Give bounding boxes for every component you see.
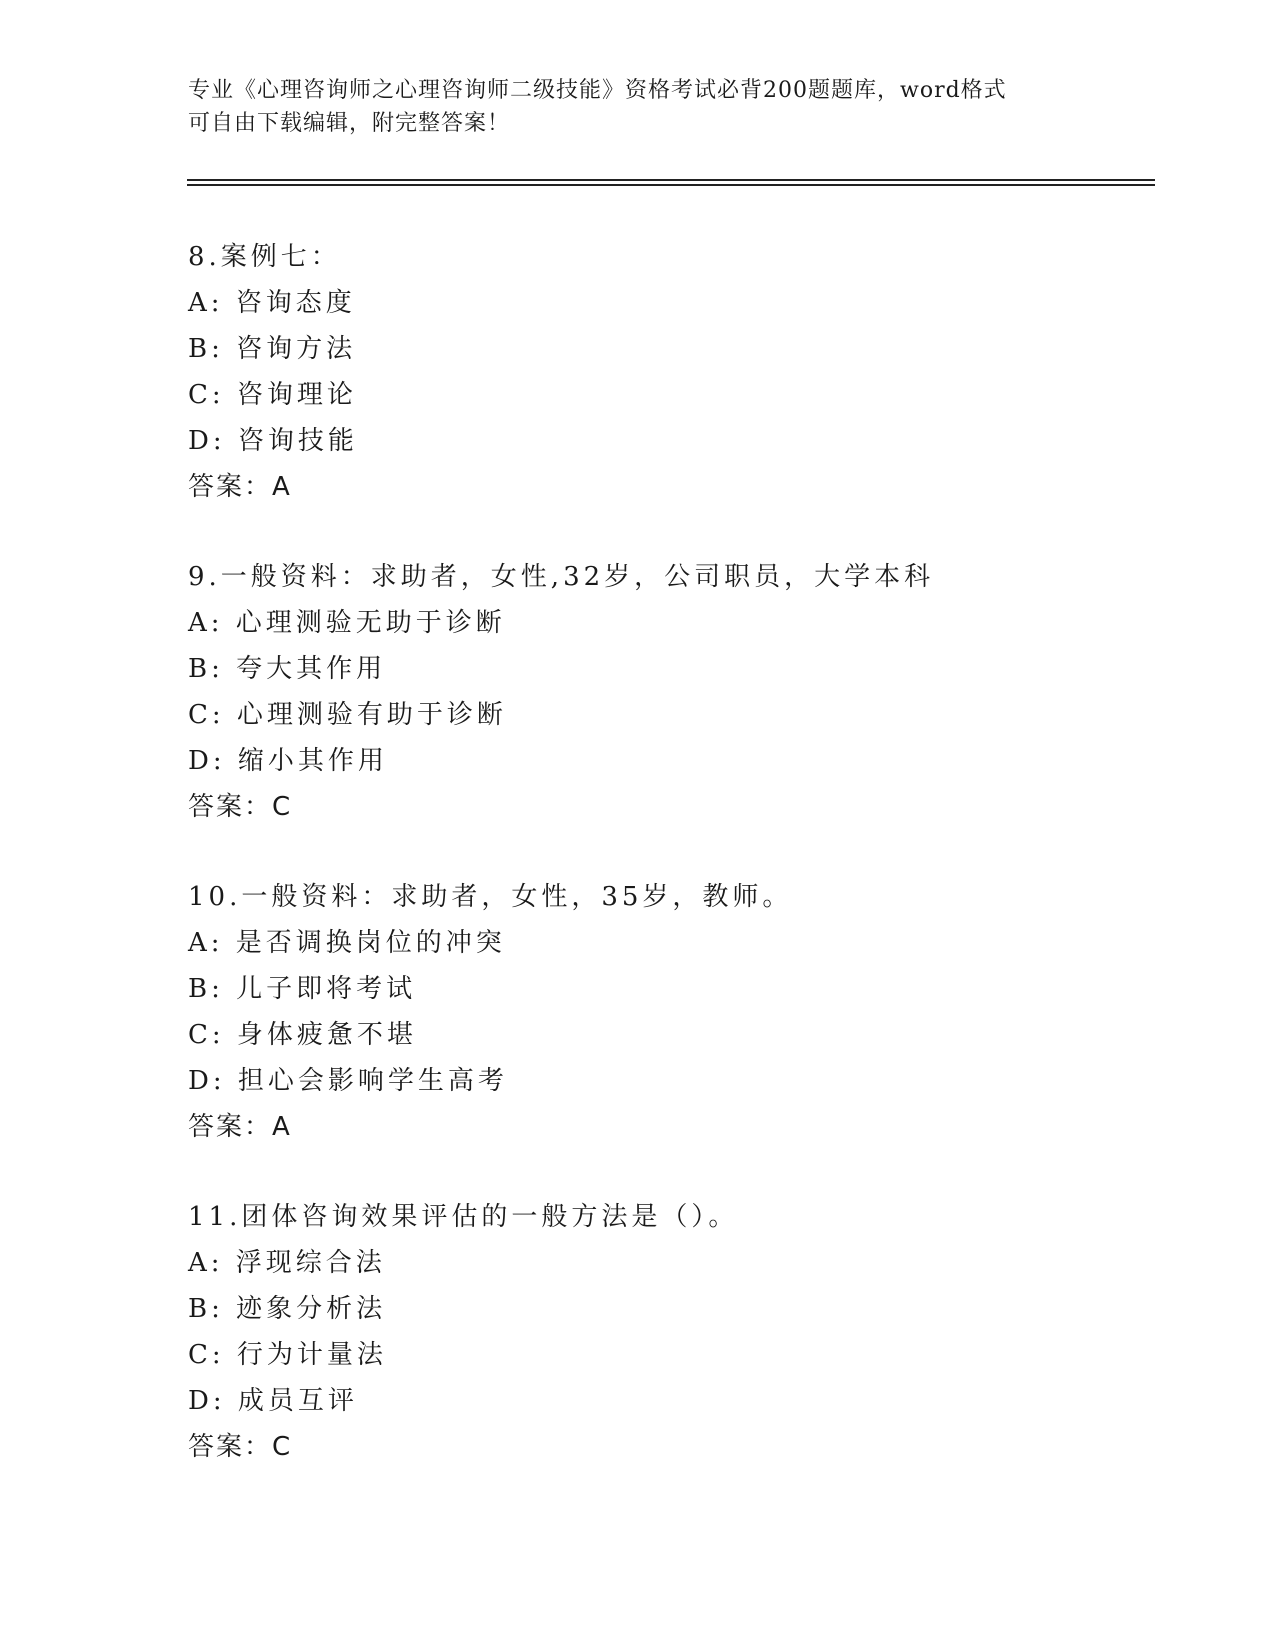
answer-line: 答案：C	[188, 1432, 293, 1462]
option-b: B: 迹象分析法	[188, 1294, 387, 1324]
header-line-1: 专业《心理咨询师之心理咨询师二级技能》资格考试必背200题题库，word格式	[188, 78, 1007, 103]
option-a: A: 咨询态度	[188, 288, 356, 318]
question-stem: 10.一般资料：求助者，女性，35岁，教师。	[188, 882, 793, 912]
header-divider-bottom	[187, 184, 1155, 186]
option-d: D: 咨询技能	[188, 426, 358, 456]
option-c: C: 身体疲惫不堪	[188, 1020, 417, 1050]
question-10	[188, 874, 1148, 1150]
option-b: B: 夸大其作用	[188, 654, 387, 684]
answer-line: 答案：C	[188, 792, 293, 822]
option-c: C: 行为计量法	[188, 1340, 387, 1370]
question-stem: 11.团体咨询效果评估的一般方法是（）。	[188, 1202, 739, 1232]
question-stem: 9.一般资料：求助者，女性,32岁，公司职员，大学本科	[188, 562, 935, 592]
option-c: C: 咨询理论	[188, 380, 357, 410]
document-header	[188, 74, 1068, 140]
question-9	[188, 554, 1148, 830]
option-b: B: 儿子即将考试	[188, 974, 417, 1004]
option-d: D: 成员互评	[188, 1386, 358, 1416]
option-a: A: 是否调换岗位的冲突	[188, 928, 506, 958]
option-d: D: 担心会影响学生高考	[188, 1066, 508, 1096]
question-8	[188, 234, 1148, 510]
question-stem: 8.案例七：	[188, 242, 341, 272]
answer-line: 答案：A	[188, 472, 292, 502]
option-b: B: 咨询方法	[188, 334, 357, 364]
header-line-2: 可自由下载编辑，附完整答案！	[188, 111, 511, 136]
option-a: A: 心理测验无助于诊断	[188, 608, 506, 638]
option-d: D: 缩小其作用	[188, 746, 388, 776]
option-c: C: 心理测验有助于诊断	[188, 700, 507, 730]
answer-line: 答案：A	[188, 1112, 292, 1142]
header-divider-top	[187, 179, 1155, 181]
question-11	[188, 1194, 1148, 1470]
option-a: A: 浮现综合法	[188, 1248, 386, 1278]
